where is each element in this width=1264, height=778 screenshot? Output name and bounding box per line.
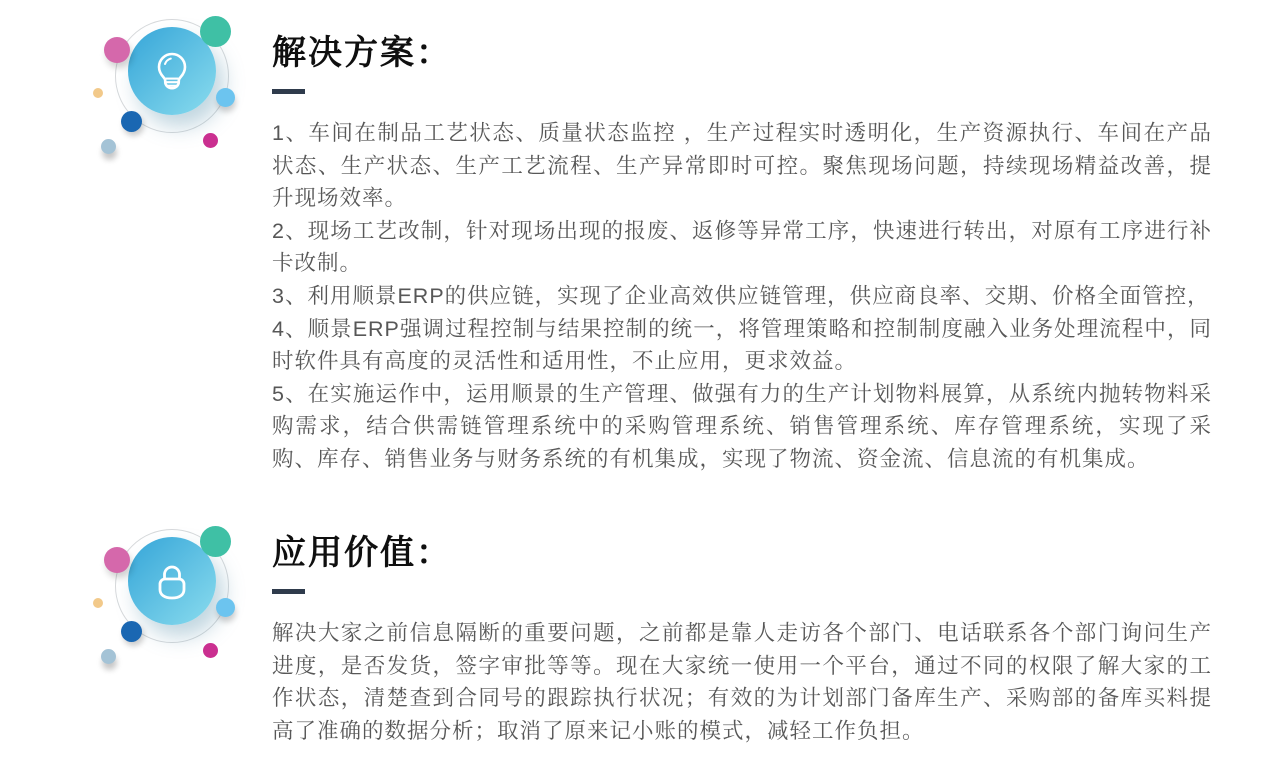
- dot-yellow: [93, 88, 103, 98]
- dot-darkblue: [121, 111, 142, 132]
- lightbulb-icon: [148, 47, 196, 95]
- solution-body: [272, 117, 1212, 476]
- solution-item-4: 4、顺景ERP强调过程控制与结果控制的统一，将管理策略和控制制度融入业务处理流程中，同时软件具有高度的灵活性和适用性，不止应用，更求效益。: [272, 316, 1212, 374]
- value-section: [272, 534, 1212, 747]
- value-body: [272, 617, 1212, 747]
- value-title: 应用价值：: [272, 534, 452, 572]
- dot-magenta: [203, 643, 218, 658]
- solution-item-3: 3、利用顺景ERP的供应链，实现了企业高效供应链管理，供应商良率、交期、价格全面管控，: [272, 284, 1210, 309]
- solution-item-2: 2、现场工艺改制，针对现场出现的报废、返修等异常工序，快速进行转出，对原有工序进行补卡改制。: [272, 218, 1212, 276]
- solution-item-1: 1、车间在制品工艺状态、质量状态监控 ，生产过程实时透明化，生产资源执行、车间在产品状态、生产状态、生产工艺流程、生产异常即时可控。聚焦现场问题，持续现场精益改善，提升现场效率。: [272, 121, 1212, 211]
- dot-teal: [200, 526, 231, 557]
- dot-yellow: [93, 598, 103, 608]
- solution-section: [272, 34, 1212, 476]
- dot-lightblue: [216, 598, 235, 617]
- lock-icon: [148, 557, 196, 605]
- value-icon-art: [85, 515, 255, 680]
- title-underline: [272, 89, 305, 94]
- title-underline: [272, 589, 305, 594]
- solution-title: 解决方案：: [272, 34, 452, 72]
- dot-pink: [104, 37, 130, 63]
- solution-item-5: 5、在实施运作中，运用顺景的生产管理、做强有力的生产计划物料展算，从系统内抛转物料采购需求，结合供需链管理系统中的采购管理系统、销售管理系统、库存管理系统，实现了采购、库存、销售业务与财务系统的有机集成，实现了物流、资金流、信息流的有机集成。: [272, 381, 1212, 472]
- solution-icon-art: [85, 5, 255, 170]
- dot-grayblue: [101, 139, 116, 154]
- dot-pink: [104, 547, 130, 573]
- dot-magenta: [203, 133, 218, 148]
- dot-lightblue: [216, 88, 235, 107]
- value-paragraph: 解决大家之前信息隔断的重要问题，之前都是靠人走访各个部门、电话联系各个部门询问生产进度，是否发货，签字审批等等。现在大家统一使用一个平台，通过不同的权限了解大家的工作状态，清楚查到合同号的跟踪执行状况；有效的为计划部门备库生产、采购部的备库买料提高了准确的数据分析；取消了原来记小账的模式，减轻工作负担。: [272, 621, 1212, 743]
- dot-teal: [200, 16, 231, 47]
- dot-darkblue: [121, 621, 142, 642]
- dot-grayblue: [101, 649, 116, 664]
